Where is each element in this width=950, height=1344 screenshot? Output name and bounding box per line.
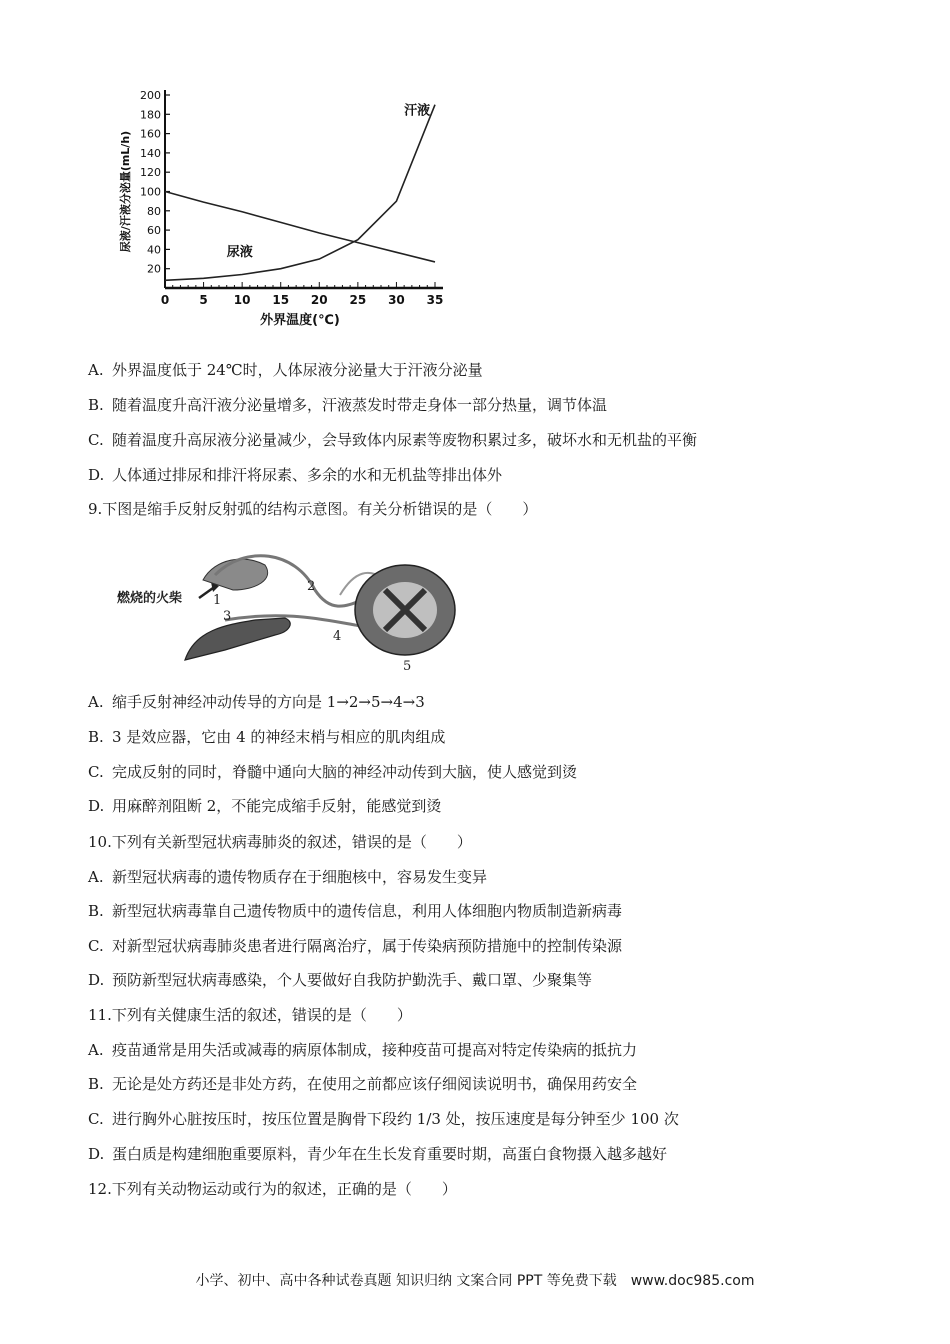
option-letter: B. — [88, 396, 104, 414]
option-text: 疫苗通常是用失活或减毒的病原体制成，接种疫苗可提高对特定传染病的抵抗力 — [112, 1041, 638, 1059]
option-text: 蛋白质是构建细胞重要原料，青少年在生长发育重要时期，高蛋白食物摄入越多越好 — [112, 1145, 668, 1163]
q9-option-a — [88, 692, 425, 712]
y-tick-label: 200 — [140, 89, 161, 102]
label-3: 3 — [223, 609, 232, 624]
x-tick-label: 20 — [310, 293, 328, 307]
label-5: 5 — [403, 659, 412, 670]
x-tick-label: 10 — [233, 293, 251, 307]
x-tick-label: 35 — [426, 293, 444, 307]
series-label-sweat: 汗液 — [404, 103, 431, 119]
q10-option-d — [88, 970, 592, 990]
option-letter: B. — [88, 902, 104, 920]
option-text: 人体通过排尿和排汗将尿素、多余的水和无机盐等排出体外 — [112, 466, 503, 484]
option-text: 用麻醉剂阻断 2，不能完成缩手反射，能感觉到烫 — [112, 797, 442, 815]
q9-option-b — [88, 727, 445, 747]
series-label-urine: 尿液 — [226, 245, 253, 261]
option-letter: D. — [88, 971, 105, 989]
y-tick-label: 40 — [147, 243, 161, 257]
q8-option-a — [88, 360, 483, 380]
q11-option-c — [88, 1109, 679, 1129]
q8-option-d — [88, 465, 502, 485]
option-letter: C. — [88, 763, 104, 781]
label-2: 2 — [307, 579, 316, 594]
option-text: 预防新型冠状病毒感染，个人要做好自我防护勤洗手、戴口罩、少聚集等 — [112, 971, 593, 989]
q12-stem: 12.下列有关动物运动或行为的叙述，正确的是（ ） — [88, 1180, 457, 1198]
option-letter: D. — [88, 797, 105, 815]
label-4: 4 — [333, 629, 342, 644]
x-tick-label: 15 — [272, 293, 290, 307]
y-tick-label: 120 — [140, 166, 161, 180]
option-letter: C. — [88, 431, 104, 449]
q10-option-c — [88, 936, 622, 956]
q9-stem: 9.下图是缩手反射反射弧的结构示意图。有关分析错误的是（ ） — [88, 500, 538, 518]
option-letter: D. — [88, 466, 105, 484]
chart-svg — [115, 80, 485, 330]
y-tick-label: 140 — [140, 146, 161, 160]
q11-option-d — [88, 1144, 667, 1164]
q8-option-c — [88, 430, 697, 450]
option-text: 新型冠状病毒的遗传物质存在于细胞核中，容易发生变异 — [112, 868, 488, 886]
option-text: 无论是处方药还是非处方药，在使用之前都应该仔细阅读说明书，确保用药安全 — [112, 1075, 638, 1093]
page-footer: 小学、初中、高中各种试卷真题 知识归纳 文案合同 PPT 等免费下载 www.doc985.com — [195, 1273, 755, 1289]
option-letter: B. — [88, 1075, 104, 1093]
x-tick-label: 5 — [199, 293, 208, 307]
x-tick-label: 25 — [349, 293, 367, 307]
reflex-arc-figure — [115, 540, 475, 670]
y-tick-label: 80 — [147, 204, 161, 218]
reflex-arc-svg — [115, 540, 475, 670]
option-text: 随着温度升高汗液分泌量增多，汗液蒸发时带走身体一部分热量，调节体温 — [112, 396, 608, 414]
q10-option-a — [88, 867, 487, 887]
q10-stem: 10.下列有关新型冠状病毒肺炎的叙述，错误的是（ ） — [88, 833, 472, 851]
q9-option-d — [88, 796, 441, 816]
q11-option-a — [88, 1040, 637, 1060]
label-1: 1 — [213, 593, 222, 608]
y-axis-label: 尿液/汗液分泌量(mL/h) — [119, 130, 132, 253]
y-tick-label: 100 — [140, 185, 161, 199]
option-text: 对新型冠状病毒肺炎患者进行隔离治疗，属于传染病预防措施中的控制传染源 — [112, 937, 623, 955]
option-letter: A. — [88, 693, 104, 711]
option-letter: A. — [88, 868, 104, 886]
option-letter: C. — [88, 937, 104, 955]
option-letter: C. — [88, 1110, 104, 1128]
x-tick-label: 0 — [160, 293, 170, 307]
option-text: 完成反射的同时，脊髓中通向大脑的神经冲动传到大脑，使人感觉到烫 — [112, 763, 578, 781]
option-letter: B. — [88, 728, 104, 746]
option-letter: A. — [88, 1041, 104, 1059]
q9-option-c — [88, 762, 577, 782]
y-tick-label: 20 — [147, 262, 161, 276]
flame-label: 燃烧的火柴 — [117, 591, 183, 606]
x-axis-label: 外界温度(℃) — [260, 313, 340, 328]
option-text: 随着温度升高尿液分泌量减少，会导致体内尿素等废物积累过多，破坏水和无机盐的平衡 — [112, 431, 698, 449]
q11-stem: 11.下列有关健康生活的叙述，错误的是（ ） — [88, 1006, 412, 1024]
option-letter: D. — [88, 1145, 105, 1163]
secretion-temperature-chart — [115, 80, 485, 330]
q8-option-b — [88, 395, 607, 415]
option-text: 新型冠状病毒靠自己遗传物质中的遗传信息，利用人体细胞内物质制造新病毒 — [112, 902, 623, 920]
q10-option-b — [88, 901, 622, 921]
option-text: 缩手反射神经冲动传导的方向是 1→2→5→4→3 — [112, 693, 425, 711]
y-tick-label: 60 — [147, 224, 161, 238]
option-text: 3 是效应器，它由 4 的神经末梢与相应的肌肉组成 — [112, 728, 446, 746]
x-tick-label: 30 — [388, 293, 405, 307]
y-tick-label: 160 — [140, 127, 161, 141]
option-text: 进行胸外心脏按压时，按压位置是胸骨下段约 1/3 处，按压速度是每分钟至少 100 次 — [112, 1110, 679, 1128]
option-text: 外界温度低于 24℃时，人体尿液分泌量大于汗液分泌量 — [112, 361, 483, 379]
option-letter: A. — [88, 361, 104, 379]
q11-option-b — [88, 1074, 637, 1094]
series-line-sweat — [165, 105, 435, 281]
y-tick-label: 180 — [140, 108, 161, 122]
